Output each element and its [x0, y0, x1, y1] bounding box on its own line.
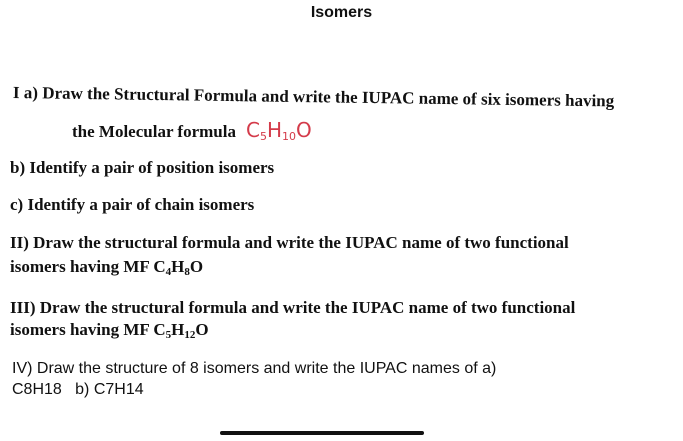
question-1c: c) Identify a pair of chain isomers: [10, 195, 255, 214]
question-4-line1: IV) Draw the structure of 8 isomers and write the IUPAC names of a): [12, 360, 497, 377]
question-1a-line1: I a) Draw the Structural Formula and write the IUPAC name of six isomers having: [12, 83, 615, 111]
molecular-formula-label: the Molecular formula: [72, 122, 236, 141]
page-title: Isomers: [310, 4, 373, 21]
home-indicator-bar: [220, 431, 424, 435]
question-1b: b) Identify a pair of position isomers: [10, 158, 275, 177]
question-3-line1: III) Draw the structural formula and write the IUPAC name of two functional: [10, 298, 576, 317]
question-2-line1: II) Draw the structural formula and write the IUPAC name of two functional: [10, 233, 569, 252]
question-4-line2: C8H18 b) C7H14: [12, 381, 144, 398]
question-1a-line2: [72, 118, 312, 142]
question-3-line2: isomers having MF $C_5H_{12}O$: [10, 320, 209, 341]
question-2-line2: isomers having MF $C_4H_8O$: [10, 257, 204, 278]
handwritten-formula: $C_5H_{10}O$: [245, 118, 312, 143]
